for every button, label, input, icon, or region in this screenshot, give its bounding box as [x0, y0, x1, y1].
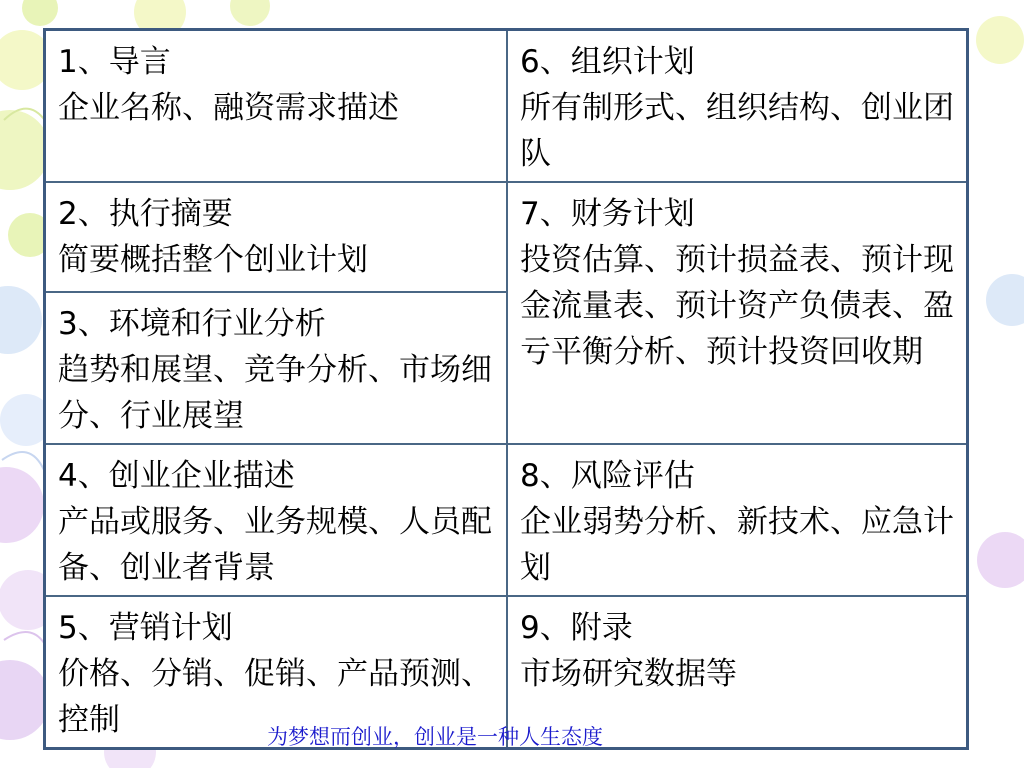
- cell-title: 2、执行摘要: [58, 196, 233, 232]
- cell-title: 7、财务计划: [520, 196, 695, 232]
- cell-title: 3、环境和行业分析: [58, 306, 326, 342]
- cell-title: 9、附录: [520, 610, 633, 646]
- table-row: [45, 182, 968, 292]
- business-plan-table: [43, 28, 969, 750]
- cell-body: 产品或服务、业务规模、人员配备、创业者背景: [58, 504, 492, 586]
- cell-body: 价格、分销、促销、产品预测、控制: [58, 656, 492, 738]
- cell-body: 企业弱势分析、新技术、应急计划: [520, 504, 954, 586]
- table-cell-3: [45, 292, 508, 444]
- table-cell-8: [507, 444, 968, 596]
- table-cell-7: [507, 182, 968, 444]
- cell-body: 趋势和展望、竞争分析、市场细分、行业展望: [58, 352, 492, 434]
- footer-slogan: 为梦想而创业，创业是一种人生态度: [267, 725, 603, 749]
- table-cell-1: [45, 30, 508, 183]
- table-cell-4: [45, 444, 508, 596]
- table-row: [45, 30, 968, 183]
- cell-body: 所有制形式、组织结构、创业团队: [520, 90, 954, 172]
- cell-title: 8、风险评估: [520, 458, 695, 494]
- cell-body: 企业名称、融资需求描述: [58, 90, 399, 126]
- cell-body: 简要概括整个创业计划: [58, 242, 368, 278]
- cell-title: 6、组织计划: [520, 44, 695, 80]
- cell-title: 5、营销计划: [58, 610, 233, 646]
- cell-title: 4、创业企业描述: [58, 458, 295, 494]
- table-cell-6: [507, 30, 968, 183]
- cell-body: 市场研究数据等: [520, 656, 737, 692]
- cell-body: 投资估算、预计损益表、预计现金流量表、预计资产负债表、盈亏平衡分析、预计投资回收期: [520, 242, 954, 370]
- table-row: [45, 444, 968, 596]
- table-cell-2: [45, 182, 508, 292]
- cell-title: 1、导言: [58, 44, 171, 80]
